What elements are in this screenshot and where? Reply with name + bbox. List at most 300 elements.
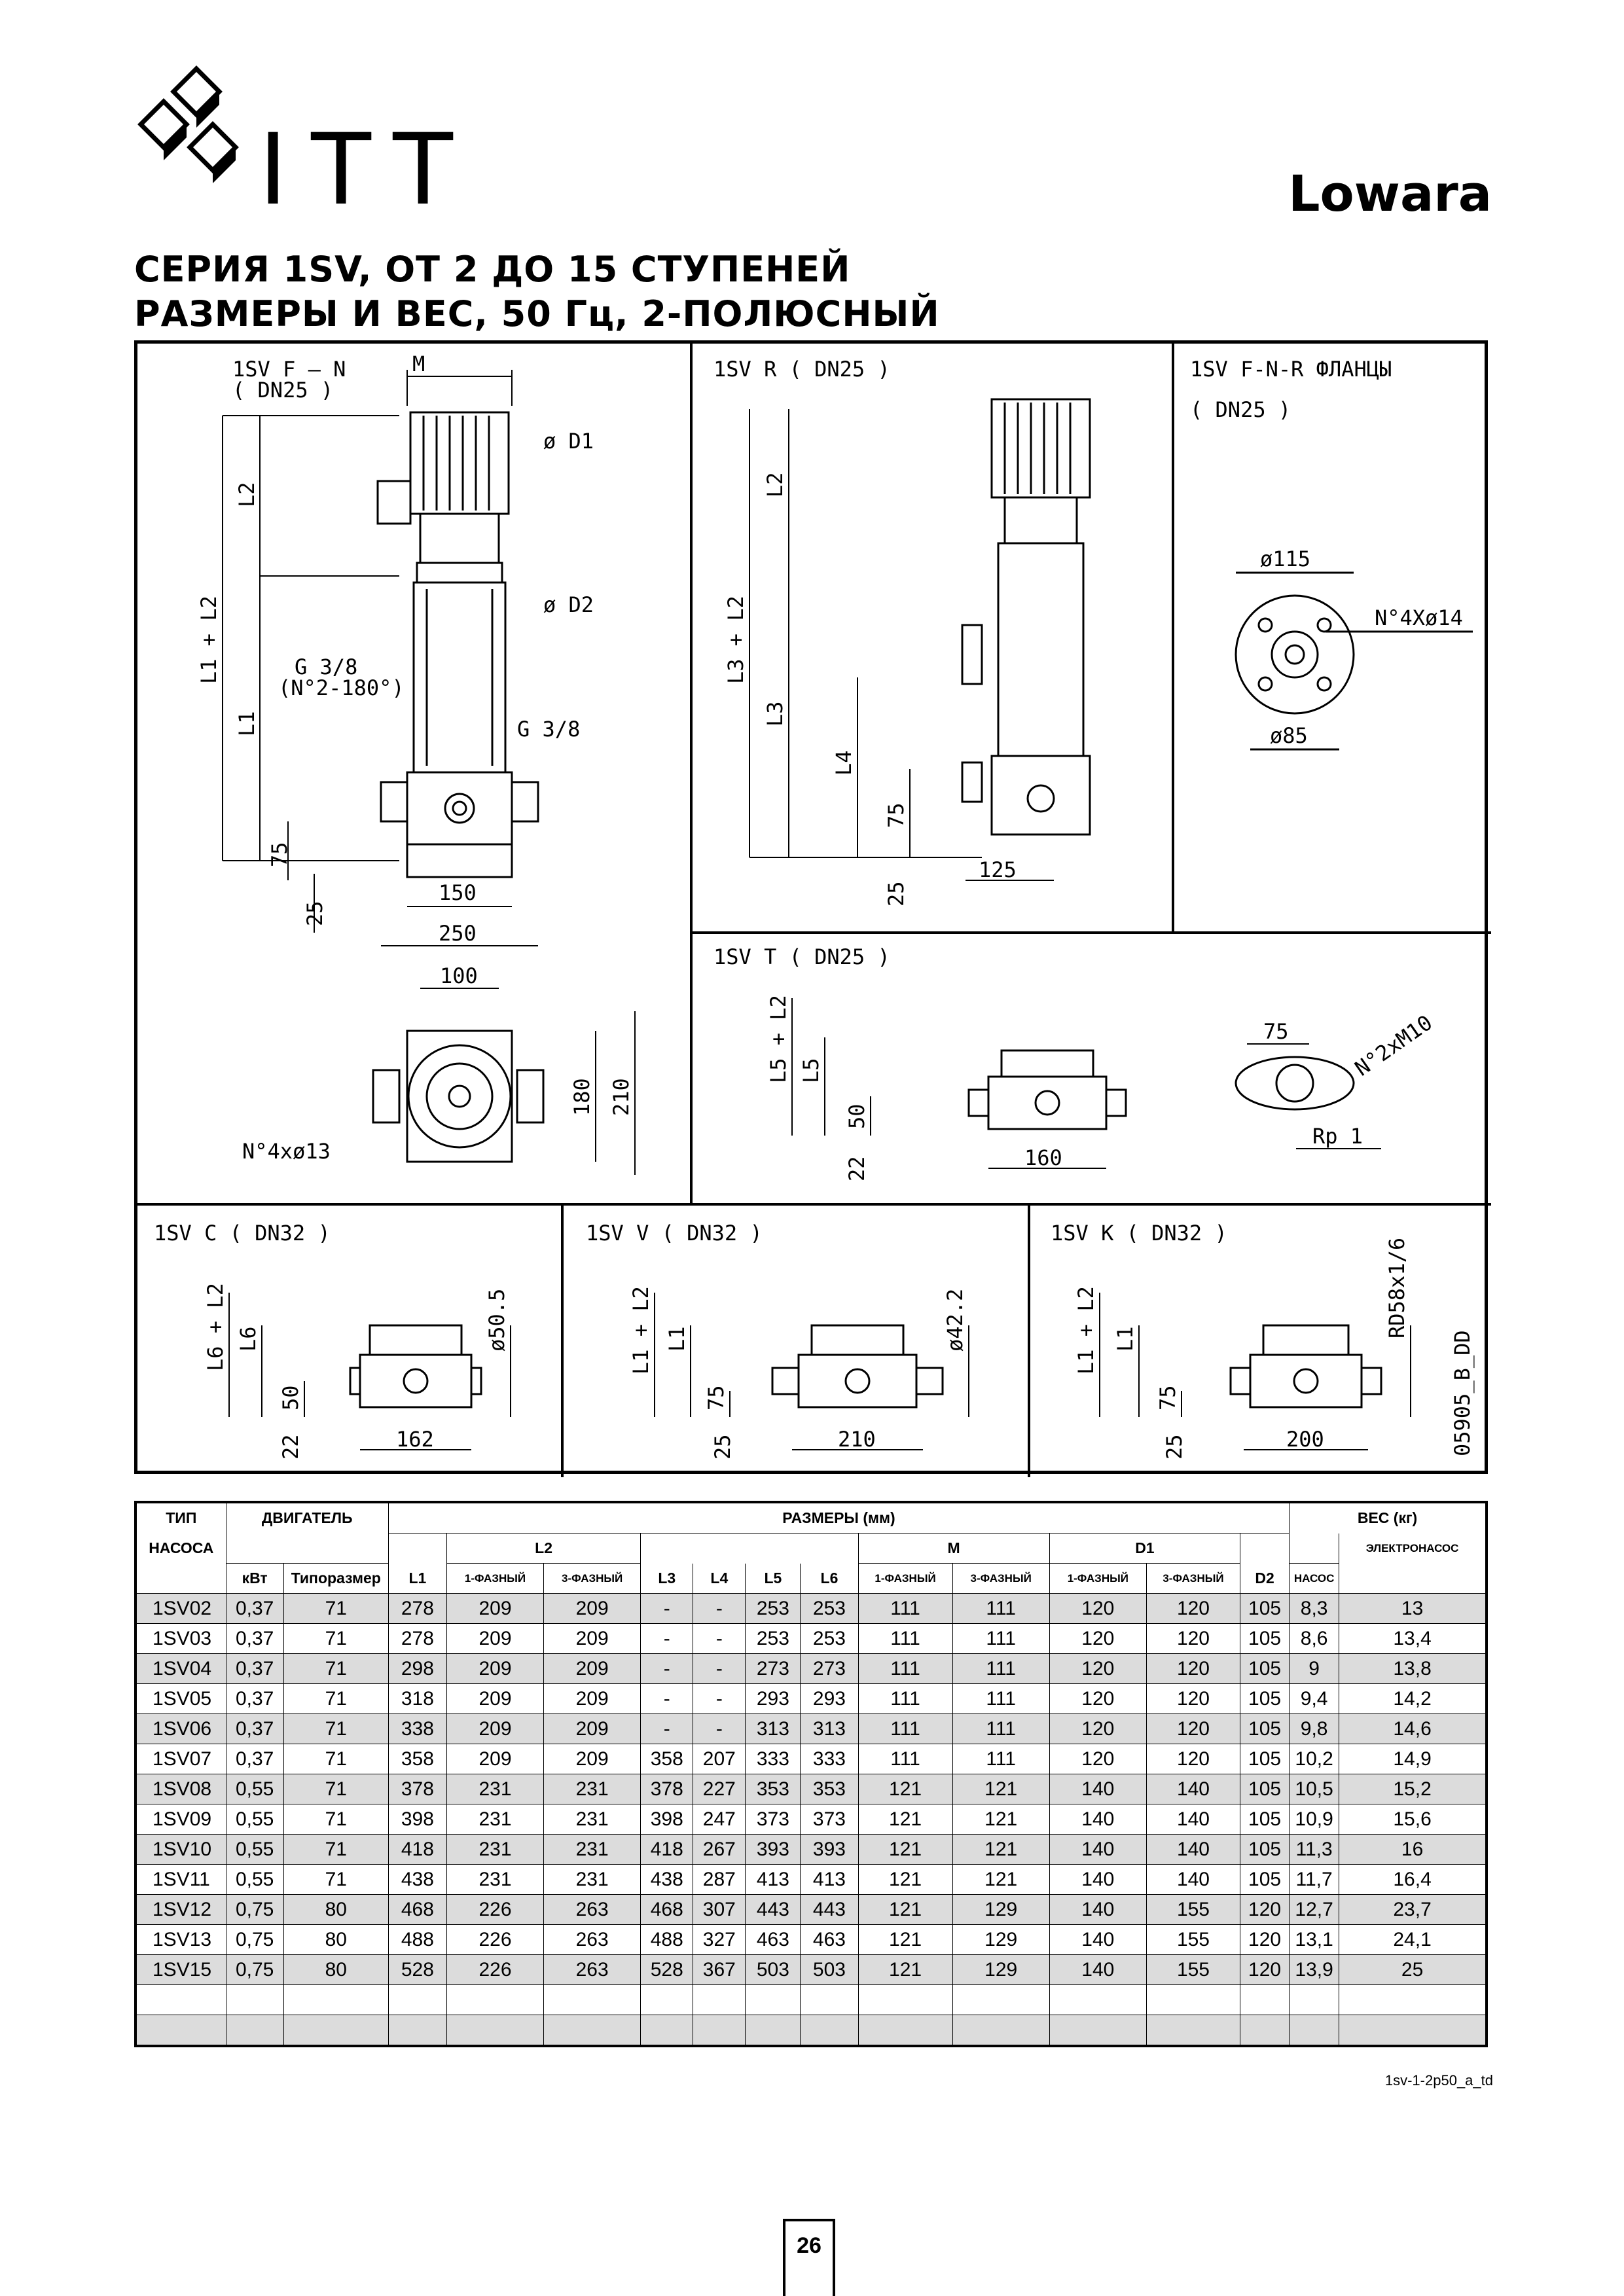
table-cell: 0,55 [226,1774,283,1804]
empty-cell [952,2015,1049,2047]
panel-borders [137,344,1491,1477]
table-cell: 120 [1240,1925,1290,1955]
table-cell: 226 [446,1925,543,1955]
th-kw: кВт [226,1564,283,1594]
table-cell: 23,7 [1339,1895,1487,1925]
table-cell: 14,9 [1339,1744,1487,1774]
dim-100: 100 [440,963,478,988]
table-cell: - [641,1684,693,1714]
dim-150: 150 [439,880,477,905]
table-cell: 13,4 [1339,1624,1487,1654]
table-cell: 129 [952,1955,1049,1985]
table-row [135,1744,1487,1774]
table-cell: 209 [446,1744,543,1774]
table-cell: 209 [544,1714,641,1744]
dim-r-25: 25 [884,881,909,906]
table-cell: 413 [746,1865,801,1895]
table-cell: 140 [1049,1955,1146,1985]
table-cell: 71 [283,1865,388,1895]
table-cell: 209 [446,1594,543,1624]
table-cell: 120 [1146,1714,1240,1744]
table-cell: 15,6 [1339,1804,1487,1835]
dim-c-505: ø50.5 [484,1288,509,1352]
th-weight: ВЕС (кг) [1290,1502,1487,1534]
table-cell: 155 [1146,1925,1240,1955]
th-d1: D1 [1049,1534,1240,1564]
table-cell: 121 [952,1774,1049,1804]
pump-r-drawing [962,399,1090,834]
table-cell: 105 [1240,1714,1290,1744]
dim-c-22: 22 [278,1434,303,1460]
table-row [135,1895,1487,1925]
table-cell: 121 [952,1865,1049,1895]
panel-t-label: 1SV T ( DN25 ) [713,944,890,969]
dim-l2: L2 [234,482,259,507]
empty-cell [446,2015,543,2047]
empty-row [135,2015,1487,2047]
table-cell: 14,6 [1339,1714,1487,1744]
table-cell: 80 [283,1895,388,1925]
table-cell: 129 [952,1925,1049,1955]
dim-t-l5: L5 [799,1058,823,1083]
dim-d2: ø D2 [543,592,594,617]
dim-k-l1: L1 [1113,1326,1138,1352]
table-cell: 418 [388,1835,446,1865]
table-row [135,1714,1487,1744]
table-cell: 0,37 [226,1624,283,1654]
table-cell: 209 [446,1654,543,1684]
header-row-1 [135,1502,1487,1534]
table-cell: - [641,1594,693,1624]
table-cell: 273 [801,1654,858,1684]
table-cell: 13,1 [1290,1925,1339,1955]
table-cell: 298 [388,1654,446,1684]
table-cell: 226 [446,1895,543,1925]
dim-g38-2: G 3/8 [517,717,581,742]
table-cell: 393 [801,1835,858,1865]
table-cell: 353 [801,1774,858,1804]
table-cell: 8,6 [1290,1624,1339,1654]
table-cell: 16,4 [1339,1865,1487,1895]
empty-cell [544,2015,641,2047]
table-cell: 71 [283,1684,388,1714]
table-cell: 111 [858,1654,952,1684]
table-cell: 14,2 [1339,1684,1487,1714]
empty-cell [746,2015,801,2047]
empty-cell [1146,2015,1240,2047]
table-cell: 120 [1146,1744,1240,1774]
table-cell: - [641,1624,693,1654]
empty-cell [544,1985,641,2015]
table-row [135,1865,1487,1895]
dim-r-125: 125 [979,857,1017,882]
table-cell: 488 [641,1925,693,1955]
table-cell: 358 [388,1744,446,1774]
dim-t-22: 22 [844,1156,869,1181]
dim-t-160: 160 [1024,1145,1062,1170]
table-cell: 25 [1339,1955,1487,1985]
dim-g38-note: (N°2-180°) [278,675,405,700]
panel-flanges-label-line1: 1SV F-N-R ФЛАНЦЫ [1190,357,1392,382]
table-cell: 140 [1049,1835,1146,1865]
table-cell: 278 [388,1594,446,1624]
table-cell: 13,8 [1339,1654,1487,1684]
table-cell: 226 [446,1955,543,1985]
table-cell: 209 [544,1744,641,1774]
table-cell: 438 [641,1865,693,1895]
table-cell: 111 [952,1624,1049,1654]
dim-c-162: 162 [396,1427,434,1452]
table-cell: 231 [544,1835,641,1865]
table-cell: 13 [1339,1594,1487,1624]
table-cell: - [641,1714,693,1744]
pump-t-drawing [969,1050,1354,1129]
empty-cell [388,2015,446,2047]
panel-flanges-label-line2: ( DN25 ) [1190,397,1291,422]
pump-fn-drawing [378,412,538,877]
page-title [134,247,940,336]
table-cell: 398 [641,1804,693,1835]
empty-cell [135,2015,226,2047]
table-cell: 120 [1146,1684,1240,1714]
panel-c-label: 1SV C ( DN32 ) [154,1221,331,1246]
table-cell: 111 [952,1684,1049,1714]
table-cell: 253 [801,1624,858,1654]
table-cell: - [641,1654,693,1684]
empty-cell [226,1985,283,2015]
table-cell: 121 [858,1835,952,1865]
table-cell: 71 [283,1714,388,1744]
table-cell: 0,75 [226,1955,283,1985]
empty-cell [693,2015,746,2047]
table-cell: 367 [693,1955,746,1985]
table-cell: 129 [952,1895,1049,1925]
table-cell: 267 [693,1835,746,1865]
th-l2-1ph: 1-ФАЗНЫЙ [446,1564,543,1594]
table-cell: 373 [801,1804,858,1835]
table-cell: 263 [544,1925,641,1955]
table-cell: 293 [801,1684,858,1714]
panel-v-label: 1SV V ( DN32 ) [586,1221,763,1246]
table-cell: 71 [283,1744,388,1774]
dim-f85: ø85 [1270,723,1308,748]
table-cell: 443 [801,1895,858,1925]
table-cell: 468 [641,1895,693,1925]
table-cell: 438 [388,1865,446,1895]
dim-210: 210 [609,1078,634,1116]
table-cell: 1SV11 [135,1865,226,1895]
page-number: 26 [783,2219,835,2296]
table-cell: 105 [1240,1774,1290,1804]
table-cell: 253 [746,1624,801,1654]
table-cell: 120 [1146,1624,1240,1654]
table-cell: 503 [801,1955,858,1985]
table-cell: 263 [544,1895,641,1925]
empty-cell [641,1985,693,2015]
table-cell: 307 [693,1895,746,1925]
document-ref: 1sv-1-2p50_a_td [1384,2072,1493,2089]
sub-brand: Lowara [1288,164,1492,223]
table-cell: 105 [1240,1624,1290,1654]
dim-t-50: 50 [844,1103,869,1129]
pump-v-drawing [772,1325,943,1407]
table-cell: 0,37 [226,1744,283,1774]
table-cell: 111 [858,1714,952,1744]
dim-250: 250 [439,921,477,946]
dim-r-l3-l2: L3 + L2 [723,596,748,684]
table-cell: 528 [388,1955,446,1985]
th-l3: L3 [641,1564,693,1594]
table-cell: 11,7 [1290,1865,1339,1895]
table-cell: 10,2 [1290,1744,1339,1774]
table-cell: 155 [1146,1895,1240,1925]
table-cell: 463 [801,1925,858,1955]
table-cell: 120 [1049,1714,1146,1744]
pump-c-drawing [350,1325,481,1407]
table-cell: 71 [283,1804,388,1835]
empty-cell [1290,2015,1339,2047]
table-cell: 503 [746,1955,801,1985]
table-cell: 111 [952,1714,1049,1744]
table-cell: - [693,1714,746,1744]
table-cell: 8,3 [1290,1594,1339,1624]
dim-v-25: 25 [710,1434,735,1460]
table-cell: 105 [1240,1684,1290,1714]
table-cell: 443 [746,1895,801,1925]
header-row-2 [135,1534,1487,1564]
table-cell: 10,5 [1290,1774,1339,1804]
table-row [135,1654,1487,1684]
empty-cell [1146,1985,1240,2015]
table-cell: 111 [858,1594,952,1624]
table-cell: - [693,1594,746,1624]
table-cell: 111 [952,1744,1049,1774]
dim-75: 75 [267,842,292,867]
empty-cell [1049,1985,1146,2015]
table-cell: 253 [801,1594,858,1624]
table-cell: 105 [1240,1804,1290,1835]
table-cell: - [693,1654,746,1684]
drawing-code: 05905_B_DD [1450,1330,1475,1456]
table-row [135,1684,1487,1714]
table-cell: 0,37 [226,1654,283,1684]
itt-logo-icon [128,62,252,187]
dim-25: 25 [302,901,327,926]
table-cell: 16 [1339,1835,1487,1865]
dim-v-75: 75 [704,1385,729,1410]
dim-t-l5-l2: L5 + L2 [766,995,791,1083]
th-m-1ph: 1-ФАЗНЫЙ [858,1564,952,1594]
table-cell: 140 [1146,1835,1240,1865]
table-cell: 1SV05 [135,1684,226,1714]
table-cell: 398 [388,1804,446,1835]
table-cell: - [693,1684,746,1714]
table-cell: 140 [1049,1774,1146,1804]
dimension-drawings [134,340,1488,1474]
drawings-canvas [137,344,1491,1477]
table-cell: 120 [1146,1594,1240,1624]
empty-cell [693,1985,746,2015]
th-pump-weight: НАСОС [1290,1564,1339,1594]
table-cell: 105 [1240,1835,1290,1865]
th-d2: D2 [1240,1564,1290,1594]
table-cell: 333 [746,1744,801,1774]
table-cell: 105 [1240,1865,1290,1895]
table-cell: 0,55 [226,1835,283,1865]
table-cell: 1SV08 [135,1774,226,1804]
dimensions-table [134,1501,1488,2047]
table-cell: 1SV02 [135,1594,226,1624]
table-cell: 111 [858,1624,952,1654]
table-cell: 111 [858,1744,952,1774]
table-cell: 121 [858,1955,952,1985]
empty-cell [952,1985,1049,2015]
dim-f14: N°4Xø14 [1375,605,1463,630]
table-cell: 105 [1240,1744,1290,1774]
title-line-1: СЕРИЯ 1SV, ОТ 2 ДО 15 СТУПЕНЕЙ [134,249,851,290]
table-cell: 140 [1049,1925,1146,1955]
table-cell: 140 [1049,1804,1146,1835]
panel-r-label: 1SV R ( DN25 ) [713,357,890,382]
table-cell: 121 [858,1774,952,1804]
dimension-lines-v [655,1293,969,1450]
table-cell: 313 [801,1714,858,1744]
table-cell: 313 [746,1714,801,1744]
table-cell: - [693,1624,746,1654]
table-cell: 111 [952,1654,1049,1684]
table-cell: 393 [746,1835,801,1865]
empty-cell [388,1985,446,2015]
dim-k-75: 75 [1155,1385,1180,1410]
brand-name: ITT [259,113,477,227]
th-motor: ДВИГАТЕЛЬ [226,1502,388,1534]
table-cell: 120 [1049,1744,1146,1774]
table-cell: 120 [1240,1895,1290,1925]
table-cell: 0,55 [226,1865,283,1895]
dim-m: M [412,351,425,376]
th-d1-3ph: 3-ФАЗНЫЙ [1146,1564,1240,1594]
table-row [135,1804,1487,1835]
pump-k-drawing [1231,1325,1381,1407]
table-cell: 209 [544,1594,641,1624]
dim-c-l6: L6 [236,1326,261,1352]
title-line-2: РАЗМЕРЫ И ВЕС, 50 Гц, 2-ПОЛЮСНЫЙ [134,293,940,334]
table-cell: 105 [1240,1594,1290,1624]
table-cell: 71 [283,1594,388,1624]
table-cell: 1SV07 [135,1744,226,1774]
table-cell: 1SV12 [135,1895,226,1925]
table-cell: 155 [1146,1955,1240,1985]
table-cell: 263 [544,1955,641,1985]
dim-v-210: 210 [838,1427,876,1452]
table-cell: 121 [858,1865,952,1895]
dim-g38: G 3/8 [295,655,358,679]
dim-t-m10: N°2xM10 [1350,1010,1437,1081]
table-cell: 358 [641,1744,693,1774]
th-m: M [858,1534,1049,1564]
dim-r-75: 75 [884,802,909,828]
table-cell: 468 [388,1895,446,1925]
empty-row [135,1985,1487,2015]
th-type: ТИП [135,1502,226,1534]
table-cell: 231 [446,1835,543,1865]
table-cell: 1SV13 [135,1925,226,1955]
table-cell: 1SV06 [135,1714,226,1744]
table-cell: 120 [1240,1955,1290,1985]
empty-cell [283,2015,388,2047]
table-cell: 121 [952,1804,1049,1835]
table-cell: 209 [446,1624,543,1654]
table-cell: 121 [858,1804,952,1835]
dim-l1: L1 [234,711,259,736]
th-dimensions: РАЗМЕРЫ (мм) [388,1502,1289,1534]
table-cell: 71 [283,1774,388,1804]
dim-t-rp: Rp 1 [1312,1124,1363,1149]
th-l2-3ph: 3-ФАЗНЫЙ [544,1564,641,1594]
table-cell: 0,75 [226,1925,283,1955]
empty-cell [641,2015,693,2047]
table-cell: 287 [693,1865,746,1895]
table-cell: 0,37 [226,1684,283,1714]
table-cell: 9 [1290,1654,1339,1684]
table-cell: 13,9 [1290,1955,1339,1985]
table-cell: 209 [446,1714,543,1744]
table-cell: 209 [544,1684,641,1714]
dim-v-l1: L1 [664,1326,689,1352]
table-row [135,1624,1487,1654]
table-cell: 140 [1146,1804,1240,1835]
table-cell: 418 [641,1835,693,1865]
empty-cell [1240,2015,1290,2047]
table-cell: 231 [544,1804,641,1835]
table-cell: 488 [388,1925,446,1955]
dim-r-l3: L3 [763,701,787,726]
table-cell: 140 [1146,1774,1240,1804]
table-cell: 120 [1049,1654,1146,1684]
table-cell: 231 [446,1804,543,1835]
dim-k-l1-l2: L1 + L2 [1074,1286,1098,1374]
table-cell: 373 [746,1804,801,1835]
th-l6: L6 [801,1564,858,1594]
table-cell: 353 [746,1774,801,1804]
dim-c-50: 50 [278,1385,303,1410]
table-cell: 209 [544,1624,641,1654]
table-cell: 327 [693,1925,746,1955]
table-cell: 231 [446,1865,543,1895]
table-cell: 10,9 [1290,1804,1339,1835]
table-cell: 0,55 [226,1804,283,1835]
table-cell: 378 [388,1774,446,1804]
dimension-lines-k [1100,1293,1411,1450]
dim-k-rd58: RD58x1/6 [1384,1237,1409,1338]
dim-c-l6-l2: L6 + L2 [203,1283,228,1371]
dim-r-l2: L2 [763,472,787,497]
empty-cell [858,1985,952,2015]
th-l2: L2 [446,1534,640,1564]
th-pump: НАСОСА [135,1534,226,1564]
th-l1: L1 [388,1564,446,1594]
empty-cell [858,2015,952,2047]
table-row [135,1925,1487,1955]
th-size: Типоразмер [283,1564,388,1594]
table-cell: 121 [858,1925,952,1955]
table-cell: 1SV15 [135,1955,226,1985]
table-cell: 209 [446,1684,543,1714]
table-cell: 413 [801,1865,858,1895]
empty-cell [801,1985,858,2015]
table-cell: 0,37 [226,1714,283,1744]
table-cell: 338 [388,1714,446,1744]
